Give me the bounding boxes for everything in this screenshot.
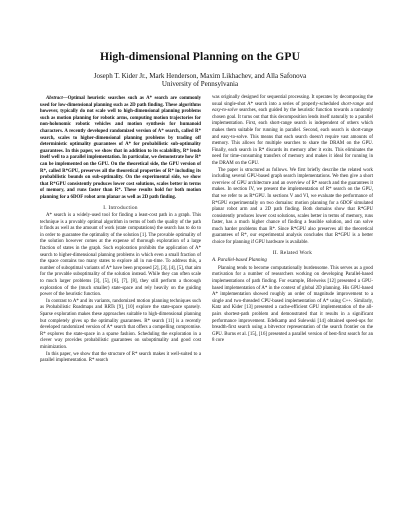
abstract <box>40 96 201 202</box>
intro-paragraph-4: The paper is structured as follows. We first briefly describe the related work including several GPU-based graph search implementations. We then give a short overview of GPU architecture and an overview of R* search and the guarantees it makes. In section IV, we present the implementation of R* search on the GPU, that we refer to as R*GPU. In sections V and VI, we evaluate the performance of R*GPU experimentally on two domains: motion planning for a 6DOF simulated planar robot arm and a 2D path finding. Both domains show that R*GPU consistently produces lower cost solutions, scales better in terms of memory, runs faster, has a much higher chance of finding a feasible solution, and can solve much harder problems than R*. Since R*GPU also preserves all the theoretical guarantees of R*, our experimental analysis concludes that R*GPU is a better choice for planning if GPU hardware is available. <box>212 167 373 246</box>
text-run: searches, each guided by the heuristic function towards a randomly chosen goal. It turns out that this decomposition lends itself naturally to a parallel implementation. First, each short-range search is independent of others which makes them suitable for running in parallel. Second, each search is short-range and easy-to-solve. This means that each search doesn't require vast amounts of memory. This allows for multiple searches to share the DRAM on the GPU. Finally, each search in R* discards its memory after it exits. This eliminates the need for time-consuming transfers of memory and makes it ideal for running in the DRAM on the GPU. <box>212 108 373 166</box>
intro-paragraph-1: A* search is a widely-used tool for finding a least-cost path in a graph. This technique is a provably optimal algorithm in terms of both the quality of the path it finds as well as the amount of work (state computations) the search has to do to in order to guarantee the optimality of the solution [1]. The provable optimality of the solution however comes at the expense of thorough exploration of a large fraction of states in the graph. Such exploration prohibits the application of A* search to higher-dimensional planning problems in which even a small fraction of the space contains too many states to explore all in run-time. To address this, a number of suboptimal variants of A* have been proposed [2], [3], [4], [5], that aim for the provable suboptimality of the solution instead. While they can often scale to much larger problems [3], [5], [6], [7], [8], they still perform a thorough exploration of the (much smaller) state-space and rely heavily on the guiding power of the heuristic function. <box>40 213 201 298</box>
section-heading-introduction: I. Introduction <box>103 204 138 211</box>
section-heading-related-work: II. Related Work <box>272 249 313 256</box>
subsection-heading-parallel-planning: A. Parallel-based Planning <box>212 258 267 264</box>
abstract-label: Abstract <box>46 96 63 101</box>
author-names: Joseph T. Kider Jr., Mark Henderson, Maxim Likhachev, and Alla Safonova <box>93 72 307 80</box>
intro-paragraph-2: In contrast to A* and its variants, randomized motion planning techniques such as Probabilistic Roadmaps and RRTs [9], [10] explore the state-space sparsely. Sparse exploration makes these approaches suitable to high-dimensional planning but completely gives up the optimality guarantees. R* search [11] is a recently developed randomized version of A* search that offers a compelling compromise. R* explores the state-space in a sparse fashion. Scheduling the exploration in a clever way provides probabilistic guarantees on suboptimality and good cost minimization. <box>40 298 201 350</box>
text-run-italic: short-range and easy-to-solve <box>212 101 374 114</box>
text-run: was originally designed for sequential processing. It operates by decomposing the usual single-shot A* search into a series of properly-scheduled <box>212 95 373 107</box>
intro-paragraph-3-continued <box>212 95 373 168</box>
abstract-text: —Optimal heuristic searches such as A* search are commonly used for low-dimensional planning such as 2D path finding. These algorithms however, typically do not scale well to high-dimensional planning problems such as motion planning for robotic arms, computing motion trajectories for non-holonomic robotic vehicles and motion synthesis for humanoid characters. A recently developed randomized version of A* search, called R* search, scales to higher-dimensional planning problems by trading off deterministic optimality guarantees of A* for probabilistic sub-optimality guarantees. In this paper, we show that in addition to its scalability, R* lends itself well to a parallel implementation. In particular, we demonstrate how R* can be implemented on the GPU. On the theoretical side, the GPU version of R*, called R*GPU, preserves all the theoretical properties of R* including its probabilistic bounds on sub-optimality. On the experimental side, we show that R*GPU consistently produces lower cost solutions, scales better in terms of memory, and runs faster than R*. These results hold for both motion planning for a 6DOF robot arm planar as well as 2D path finding. <box>40 96 201 200</box>
author-block <box>0 72 400 89</box>
intro-paragraph-3: In this paper, we show that the structure of R* search makes it well-suited to a parallel implementation. R* search <box>40 351 201 364</box>
paper-title: High-dimensional Planning on the GPU <box>99 50 301 63</box>
related-work-paragraph-1: Planning tends to become computationally burdensome. This serves as a good motivation for a number of researchers working on developing Parallel-based implementations of path finding. For example, Bleiweiss [12] presented a GPU-based implementation of A* in the context of global 2D planning. His GPU-based A* implementation showed roughly an order of magnitude improvement to a single and two-threaded CPU-based implementation of A* using C++. Similarly, Katz and Kider [13] presented a cache-efficient GPU implementation of the all-pairs shortest-path problem and demonstrated that it results in a significant performance improvement. Edelkamp and Sulewski [14] obtained speed-ups for breadth-first search using a bitvector representation of the search frontier on the GPU. Burns et al. [15], [16] presented a parallel version of best-first search for an 8 core <box>212 265 373 344</box>
right-column <box>212 95 373 345</box>
left-column <box>40 96 201 365</box>
author-affiliation: University of Pennsylvania <box>161 80 239 89</box>
